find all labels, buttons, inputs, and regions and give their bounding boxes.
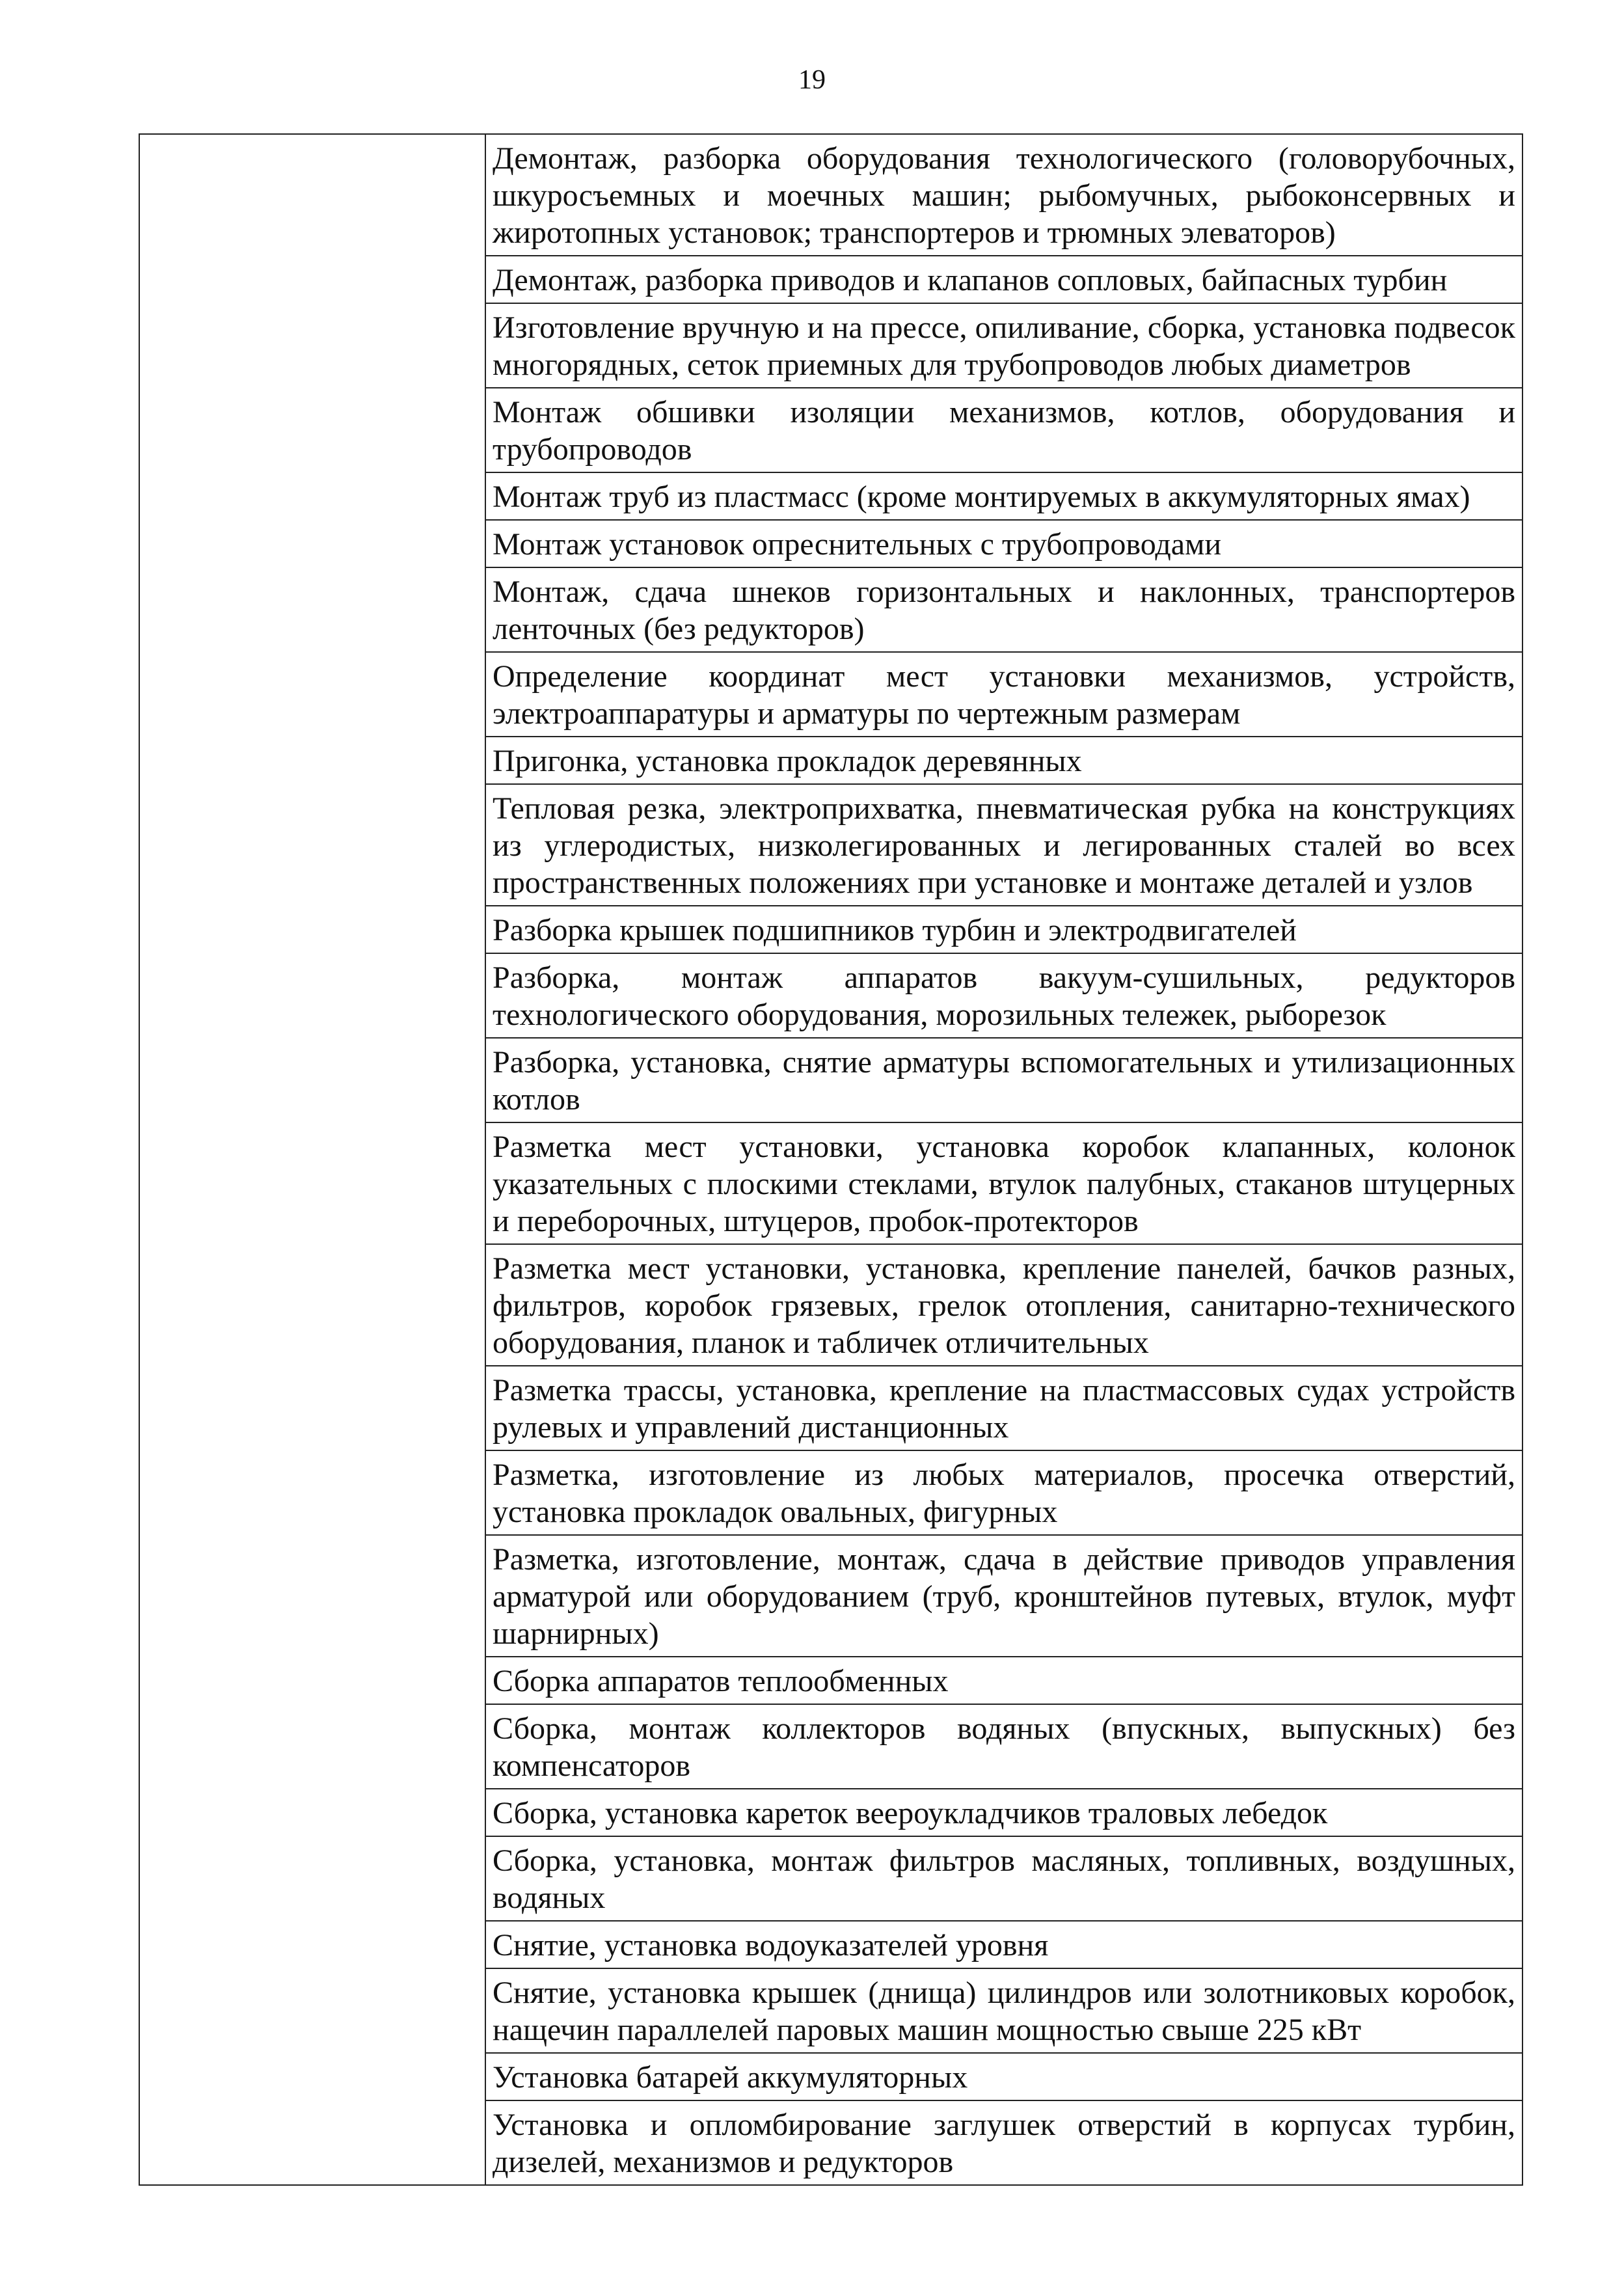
work-text: Разметка, изготовление из любых материалов, просечка отверстий, установка прокладок овальных, фигурных <box>493 1458 1515 1529</box>
work-cell <box>485 134 1522 256</box>
work-cell <box>485 1366 1522 1450</box>
work-text: Изготовление вручную и на прессе, опиливание, сборка, установка подвесок многорядных, сеток приемных для трубопроводов любых диаметров <box>493 310 1515 382</box>
work-text: Снятие, установка крышек (днища) цилиндров или золотниковых коробок, нащечин параллелей паровых машин мощностью свыше 225 кВт <box>493 1976 1515 2047</box>
work-cell <box>485 256 1522 303</box>
work-text: Монтаж обшивки изоляции механизмов, котлов, оборудования и трубопроводов <box>493 395 1515 467</box>
table-row <box>139 134 1522 256</box>
work-text: Установка батарей аккумуляторных <box>493 2060 968 2095</box>
work-text: Демонтаж, разборка оборудования технологического (головорубочных, шкуросъемных и моечных машин; рыбомучных, рыбоконсервных и жиротопных установок; транспортеров и трюмных элеваторов) <box>493 141 1515 250</box>
work-cell <box>485 303 1522 388</box>
work-cell <box>485 1038 1522 1122</box>
work-text: Определение координат мест установки механизмов, устройств, электроаппаратуры и арматуры по чертежным размерам <box>493 659 1515 731</box>
work-cell <box>485 1836 1522 1921</box>
page-number: 19 <box>798 65 826 95</box>
work-cell <box>485 1244 1522 1366</box>
work-cell <box>485 520 1522 567</box>
work-cell <box>485 652 1522 737</box>
work-cell <box>485 906 1522 953</box>
work-text: Разметка трассы, установка, крепление на пластмассовых судах устройств рулевых и управлений дистанционных <box>493 1373 1515 1445</box>
work-cell <box>485 1968 1522 2053</box>
work-text: Разборка крышек подшипников турбин и электродвигателей <box>493 913 1297 947</box>
work-cell <box>485 737 1522 784</box>
work-text: Монтаж труб из пластмасс (кроме монтируемых в аккумуляторных ямах) <box>493 480 1470 514</box>
work-cell <box>485 2053 1522 2100</box>
work-text: Разборка, монтаж аппаратов вакуум-сушильных, редукторов технологического оборудования, морозильных тележек, рыборезок <box>493 960 1515 1032</box>
profession-cell <box>139 134 485 2185</box>
work-text: Монтаж установок опреснительных с трубопроводами <box>493 527 1222 562</box>
work-text: Тепловая резка, электроприхватка, пневматическая рубка на конструкциях из углеродистых, низколегированных и легированных сталей во всех пространственных положениях при установке и монтаже деталей и узлов <box>493 791 1515 900</box>
work-text: Установка и опломбирование заглушек отверстий в корпусах турбин, дизелей, механизмов и редукторов <box>493 2108 1515 2179</box>
work-cell <box>485 784 1522 906</box>
work-text: Сборка, монтаж коллекторов водяных (впускных, выпускных) без компенсаторов <box>493 1711 1515 1783</box>
table-body <box>139 134 1522 2185</box>
work-cell <box>485 953 1522 1038</box>
work-cell <box>485 1921 1522 1968</box>
work-cell <box>485 1789 1522 1836</box>
work-cell <box>485 567 1522 652</box>
work-text: Разборка, установка, снятие арматуры вспомогательных и утилизационных котлов <box>493 1045 1515 1117</box>
work-cell <box>485 472 1522 520</box>
work-text: Разметка, изготовление, монтаж, сдача в действие приводов управления арматурой или оборудованием (труб, кронштейнов путевых, втулок, муфт шарнирных) <box>493 1542 1515 1651</box>
work-cell <box>485 1657 1522 1704</box>
work-text: Сборка, установка, монтаж фильтров масляных, топливных, воздушных, водяных <box>493 1843 1515 1915</box>
work-cell <box>485 1450 1522 1535</box>
work-text: Разметка мест установки, установка коробок клапанных, колонок указательных с плоскими стеклами, втулок палубных, стаканов штуцерных и переборочных, штуцеров, пробок-протекторов <box>493 1130 1515 1238</box>
work-cell <box>485 2100 1522 2185</box>
work-cell <box>485 388 1522 472</box>
work-text: Сборка аппаратов теплообменных <box>493 1664 949 1698</box>
work-cell <box>485 1122 1522 1244</box>
work-text: Демонтаж, разборка приводов и клапанов сопловых, байпасных турбин <box>493 263 1448 297</box>
work-cell <box>485 1704 1522 1789</box>
work-text: Сборка, установка кареток веероукладчиков траловых лебедок <box>493 1796 1328 1830</box>
work-cell <box>485 1535 1522 1657</box>
work-text: Разметка мест установки, установка, крепление панелей, бачков разных, фильтров, коробок грязевых, грелок отопления, санитарно-технического оборудования, планок и табличек отличительных <box>493 1251 1515 1360</box>
work-text: Пригонка, установка прокладок деревянных <box>493 744 1082 778</box>
work-text: Монтаж, сдача шнеков горизонтальных и наклонных, транспортеров ленточных (без редукторов) <box>493 575 1515 646</box>
work-text: Снятие, установка водоуказателей уровня <box>493 1928 1049 1963</box>
work-types-table <box>139 133 1523 2186</box>
